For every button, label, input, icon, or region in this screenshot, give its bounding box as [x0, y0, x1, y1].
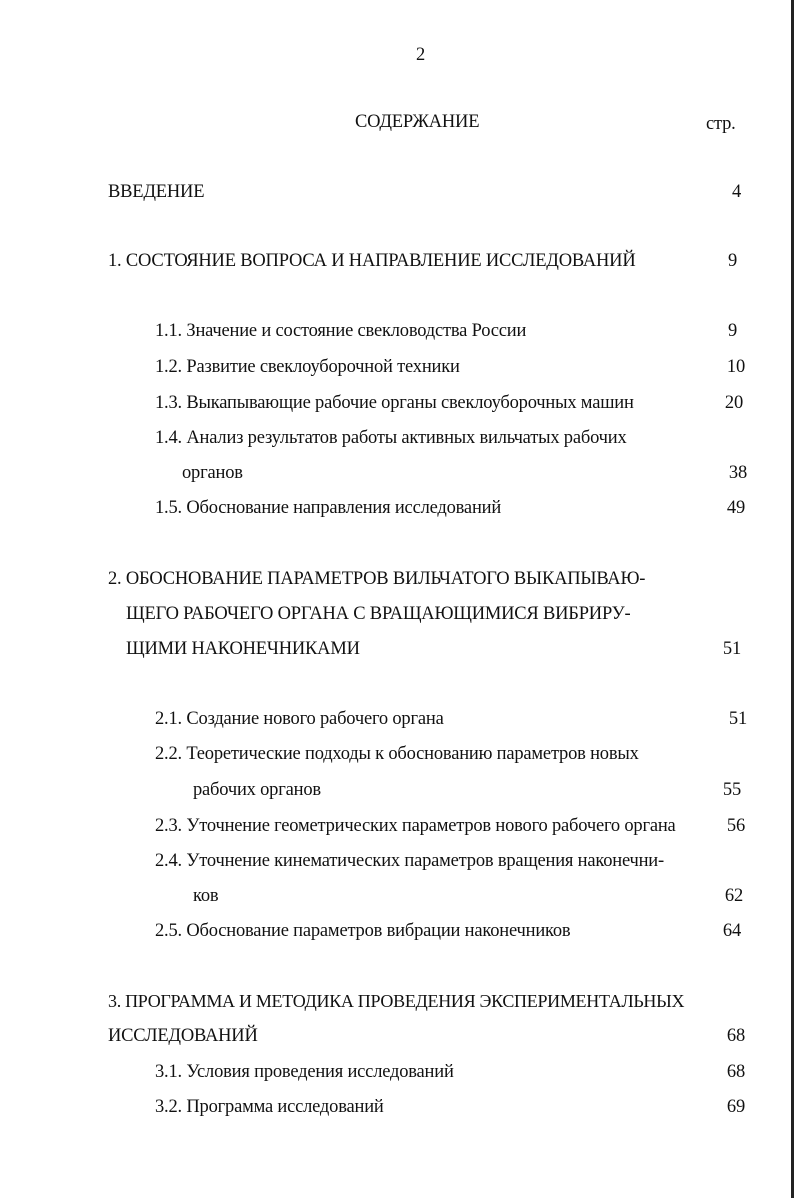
toc-section-1-2: 1.2. Развитие свеклоуборочной техники — [155, 357, 460, 377]
toc-chapter-1: 1. СОСТОЯНИЕ ВОПРОСА И НАПРАВЛЕНИЕ ИССЛЕДОВАНИЙ — [108, 251, 636, 271]
toc-chapter-2-cont1: ЩЕГО РАБОЧЕГО ОРГАНА С ВРАЩАЮЩИМИСЯ ВИБРИРУ- — [126, 604, 631, 624]
toc-section-1-3: 1.3. Выкапывающие рабочие органы свеклоуборочных машин — [155, 393, 634, 413]
toc-page-number: 51 — [722, 639, 741, 659]
toc-section-2-4: 2.4. Уточнение кинематических параметров вращения наконечни- — [155, 851, 664, 871]
toc-section-3-2: 3.2. Программа исследований — [155, 1097, 384, 1117]
toc-section-2-3: 2.3. Уточнение геометрических параметров нового рабочего органа — [155, 816, 676, 836]
page-number: 2 — [416, 45, 426, 65]
toc-chapter-3-cont: ИССЛЕДОВАНИЙ — [108, 1026, 258, 1046]
toc-section-1-5: 1.5. Обоснование направления исследований — [155, 498, 502, 518]
toc-page-number: 49 — [726, 498, 745, 518]
toc-page-number: 51 — [728, 709, 747, 729]
toc-page-number: 64 — [722, 921, 741, 941]
toc-section-2-1: 2.1. Создание нового рабочего органа — [155, 709, 444, 729]
toc-section-2-2-cont: рабочих органов — [193, 780, 321, 800]
toc-page-number: 62 — [724, 886, 743, 906]
toc-page-number: 38 — [728, 463, 747, 483]
toc-section-2-5: 2.5. Обоснование параметров вибрации наконечников — [155, 921, 571, 941]
toc-page-number: 4 — [731, 182, 741, 202]
toc-page-number: 69 — [726, 1097, 745, 1117]
toc-page-number: 55 — [722, 780, 741, 800]
toc-page-number: 9 — [727, 251, 737, 271]
toc-entry-introduction: ВВЕДЕНИЕ — [108, 182, 205, 202]
toc-title: СОДЕРЖАНИЕ — [355, 112, 480, 132]
toc-section-1-4: 1.4. Анализ результатов работы активных вильчатых рабочих — [155, 428, 627, 448]
toc-section-3-1: 3.1. Условия проведения исследований — [155, 1062, 454, 1082]
toc-section-2-4-cont: ков — [193, 886, 219, 906]
toc-section-1-4-cont: органов — [182, 463, 243, 483]
toc-page-number: 9 — [727, 321, 737, 341]
toc-chapter-3: 3. ПРОГРАММА И МЕТОДИКА ПРОВЕДЕНИЯ ЭКСПЕРИМЕНТАЛЬНЫХ — [108, 991, 685, 1011]
toc-page-number: 68 — [726, 1062, 745, 1082]
toc-page-number: 56 — [726, 816, 745, 836]
toc-page-number: 68 — [726, 1026, 745, 1046]
toc-section-1-1: 1.1. Значение и состояние свекловодства России — [155, 321, 527, 341]
toc-page-number: 20 — [724, 393, 743, 413]
toc-chapter-2-cont2: ЩИМИ НАКОНЕЧНИКАМИ — [126, 639, 360, 659]
toc-chapter-2: 2. ОБОСНОВАНИЕ ПАРАМЕТРОВ ВИЛЬЧАТОГО ВЫКАПЫВАЮ- — [108, 569, 646, 589]
toc-section-2-2: 2.2. Теоретические подходы к обоснованию параметров новых — [155, 744, 639, 764]
page-column-label: стр. — [706, 114, 736, 134]
toc-page-number: 10 — [726, 357, 745, 377]
